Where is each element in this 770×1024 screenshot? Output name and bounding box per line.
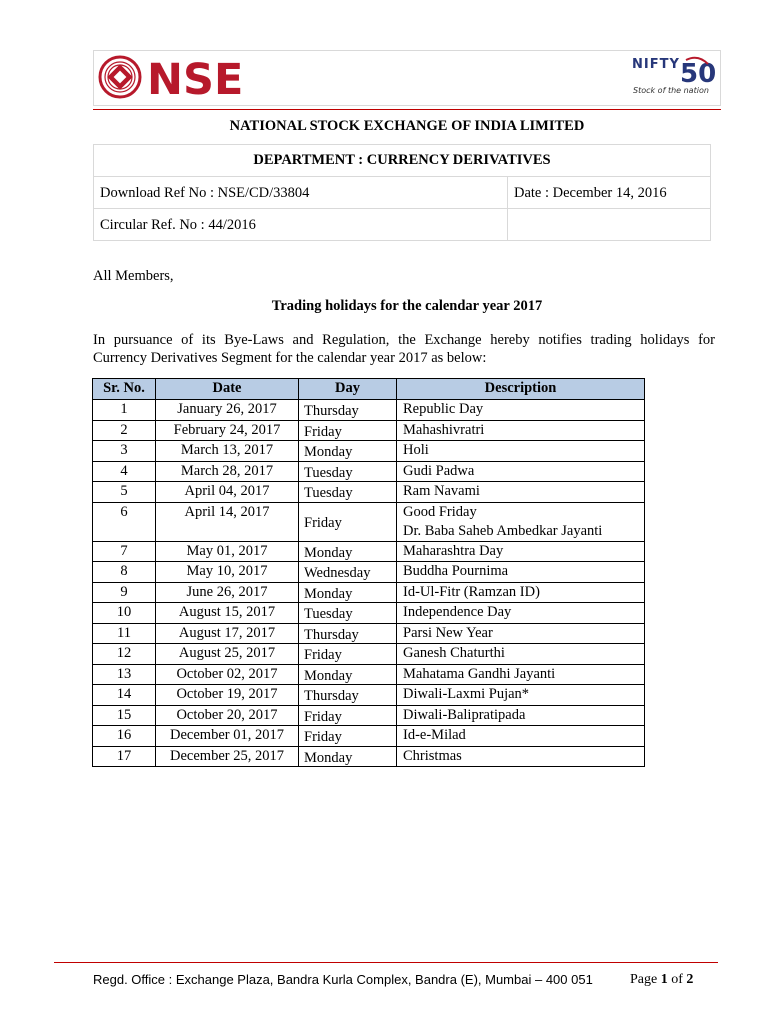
table-row xyxy=(93,562,645,583)
cell-description xyxy=(397,603,645,624)
cell-day xyxy=(299,685,397,706)
cell-day xyxy=(299,502,397,541)
cell-date-text: December 25, 2017 xyxy=(170,747,284,764)
cell-day-text: Wednesday xyxy=(304,565,371,581)
table-row xyxy=(93,746,645,767)
cell-date-text: October 19, 2017 xyxy=(176,686,278,702)
cell-date xyxy=(156,705,299,726)
cell-description-text: Ram Navami xyxy=(403,483,480,499)
cell-day-text: Friday xyxy=(304,423,342,440)
cell-sr-no-text: 5 xyxy=(120,483,128,499)
circular-date: Date : December 14, 2016 xyxy=(514,185,667,201)
circular-ref: Circular Ref. No : 44/2016 xyxy=(100,217,256,233)
table-row xyxy=(93,461,645,482)
table-row xyxy=(93,664,645,685)
cell-description-text: Parsi New Year xyxy=(403,624,493,641)
table-row xyxy=(93,685,645,706)
cell-date-text: May 10, 2017 xyxy=(186,563,268,579)
cell-day-text: Friday xyxy=(304,708,342,725)
cell-description-text: Gudi Padwa xyxy=(403,462,475,479)
cell-date xyxy=(156,461,299,482)
cell-day-text: Friday xyxy=(304,729,342,745)
intro-paragraph-line: In pursuance of its Bye-Laws and Regulation, the Exchange hereby notifies trading holidays for xyxy=(93,332,715,348)
cell-description-text: Diwali-Laxmi Pujan* xyxy=(403,686,530,702)
cell-day xyxy=(299,420,397,441)
cell-day-text: Tuesday xyxy=(304,464,353,481)
cell-sr-no xyxy=(93,582,156,603)
cell-day-text: Friday xyxy=(304,647,342,663)
cell-day xyxy=(299,603,397,624)
cell-description-text: Christmas xyxy=(403,747,462,764)
table-row xyxy=(93,726,645,747)
cell-day-text: Thursday xyxy=(304,626,359,643)
cell-sr-no-text: 2 xyxy=(120,421,128,438)
cell-date xyxy=(156,562,299,583)
cell-sr-no xyxy=(93,726,156,747)
table-row xyxy=(93,603,645,624)
cell-date xyxy=(156,603,299,624)
cell-day xyxy=(299,562,397,583)
registered-office-address: Regd. Office : Exchange Plaza, Bandra Kurla Complex, Bandra (E), Mumbai – 400 051 xyxy=(93,972,593,987)
intro-paragraph-line: Currency Derivatives Segment for the calendar year 2017 as below: xyxy=(93,350,487,366)
cell-date xyxy=(156,420,299,441)
cell-day-text: Thursday xyxy=(304,403,359,419)
cell-description xyxy=(397,644,645,665)
info-column-divider xyxy=(507,176,508,241)
table-row xyxy=(93,482,645,503)
cell-description-text: Dr. Baba Saheb Ambedkar Jayanti xyxy=(403,522,603,539)
column-header-date: Date xyxy=(156,379,299,400)
cell-date-text: October 20, 2017 xyxy=(176,706,278,723)
cell-sr-no-text: 12 xyxy=(116,645,132,661)
page-total: 2 xyxy=(686,972,694,987)
info-divider xyxy=(93,208,711,209)
cell-description xyxy=(397,420,645,441)
cell-date-text: December 01, 2017 xyxy=(170,727,284,743)
cell-description-text: Diwali-Balipratipada xyxy=(403,706,526,723)
cell-description-text: Mahatama Gandhi Jayanti xyxy=(403,665,556,682)
cell-day-text: Thursday xyxy=(304,688,359,704)
cell-date xyxy=(156,726,299,747)
cell-date-text: February 24, 2017 xyxy=(173,421,281,438)
nse-logo-text: NSE xyxy=(147,55,243,100)
cell-date-text: April 04, 2017 xyxy=(184,483,270,499)
cell-description xyxy=(397,541,645,562)
department-title: DEPARTMENT : CURRENCY DERIVATIVES xyxy=(253,152,551,168)
cell-day-text: Monday xyxy=(304,444,353,460)
cell-sr-no xyxy=(93,441,156,462)
cell-description-text: Independence Day xyxy=(403,604,512,620)
header-divider xyxy=(93,109,721,110)
cell-description xyxy=(397,461,645,482)
cell-sr-no-text: 7 xyxy=(120,542,128,559)
cell-date xyxy=(156,746,299,767)
cell-description-text: Id-e-Milad xyxy=(403,727,466,743)
cell-day-text: Tuesday xyxy=(304,485,353,501)
cell-sr-no xyxy=(93,562,156,583)
cell-sr-no xyxy=(93,705,156,726)
cell-sr-no-text: 17 xyxy=(116,747,132,764)
cell-date-text: October 02, 2017 xyxy=(176,665,278,682)
cell-sr-no-text: 9 xyxy=(120,583,128,600)
table-row xyxy=(93,623,645,644)
cell-sr-no xyxy=(93,502,156,541)
organization-title: NATIONAL STOCK EXCHANGE OF INDIA LIMITED xyxy=(229,118,585,134)
cell-description xyxy=(397,664,645,685)
cell-date xyxy=(156,541,299,562)
cell-day-text: Tuesday xyxy=(304,606,353,622)
nifty-tagline: Stock of the nation xyxy=(633,86,709,95)
cell-date-text: March 28, 2017 xyxy=(180,462,274,479)
cell-description xyxy=(397,441,645,462)
cell-day xyxy=(299,441,397,462)
cell-day xyxy=(299,705,397,726)
table-row xyxy=(93,644,645,665)
cell-sr-no xyxy=(93,664,156,685)
cell-day xyxy=(299,644,397,665)
cell-date-text: May 01, 2017 xyxy=(186,542,268,559)
cell-description-text: Holi xyxy=(403,442,429,458)
greeting: All Members, xyxy=(93,268,174,284)
cell-description xyxy=(397,502,645,541)
cell-day xyxy=(299,623,397,644)
cell-sr-no xyxy=(93,420,156,441)
cell-sr-no xyxy=(93,541,156,562)
cell-description xyxy=(397,582,645,603)
cell-date xyxy=(156,400,299,421)
cell-sr-no-text: 3 xyxy=(120,442,128,458)
cell-description xyxy=(397,705,645,726)
column-header-sr-no: Sr. No. xyxy=(93,379,156,400)
cell-description-text: Ganesh Chaturthi xyxy=(403,645,505,661)
cell-description xyxy=(397,726,645,747)
cell-date-text: August 17, 2017 xyxy=(178,624,276,641)
cell-date xyxy=(156,502,299,541)
cell-description xyxy=(397,746,645,767)
cell-sr-no xyxy=(93,746,156,767)
cell-description xyxy=(397,400,645,421)
subject-heading: Trading holidays for the calendar year 2017 xyxy=(271,298,543,314)
cell-sr-no-text: 14 xyxy=(116,686,132,702)
column-header-description: Description xyxy=(397,379,645,400)
cell-sr-no-text: 10 xyxy=(116,604,132,620)
cell-date xyxy=(156,482,299,503)
footer-divider xyxy=(54,962,718,963)
cell-description-text: Republic Day xyxy=(403,401,484,417)
cell-day xyxy=(299,541,397,562)
cell-day xyxy=(299,746,397,767)
cell-description-text: Good Friday xyxy=(403,503,477,520)
cell-day xyxy=(299,461,397,482)
table-row xyxy=(93,541,645,562)
info-divider xyxy=(93,176,711,177)
cell-day-text: Monday xyxy=(304,749,353,766)
cell-sr-no xyxy=(93,482,156,503)
cell-day xyxy=(299,582,397,603)
cell-date xyxy=(156,685,299,706)
cell-description-text: Maharashtra Day xyxy=(403,542,504,559)
cell-date-text: April 14, 2017 xyxy=(184,503,270,520)
cell-date-text: August 15, 2017 xyxy=(178,604,276,620)
cell-sr-no-text: 15 xyxy=(116,706,132,723)
cell-date xyxy=(156,441,299,462)
cell-sr-no-text: 6 xyxy=(120,503,128,520)
table-row xyxy=(93,441,645,462)
table-row xyxy=(93,400,645,421)
cell-date xyxy=(156,623,299,644)
cell-sr-no xyxy=(93,644,156,665)
cell-date-text: March 13, 2017 xyxy=(180,442,274,458)
cell-day-text: Monday xyxy=(304,667,353,684)
cell-day-text: Monday xyxy=(304,585,353,602)
table-header-row xyxy=(93,379,645,400)
cell-description xyxy=(397,562,645,583)
cell-day xyxy=(299,726,397,747)
cell-sr-no xyxy=(93,400,156,421)
cell-date xyxy=(156,582,299,603)
cell-date xyxy=(156,644,299,665)
table-row xyxy=(93,420,645,441)
holiday-table xyxy=(92,378,645,767)
download-ref: Download Ref No : NSE/CD/33804 xyxy=(100,185,310,201)
cell-description xyxy=(397,482,645,503)
cell-sr-no-text: 11 xyxy=(117,624,131,641)
cell-sr-no-text: 1 xyxy=(120,401,128,417)
page-number xyxy=(630,972,693,988)
page-prefix: Page xyxy=(630,972,661,987)
cell-sr-no-text: 4 xyxy=(120,462,128,479)
column-header-day: Day xyxy=(299,379,397,400)
cell-date xyxy=(156,664,299,685)
cell-date-text: January 26, 2017 xyxy=(177,401,277,417)
cell-sr-no-text: 8 xyxy=(120,563,128,579)
table-row xyxy=(93,705,645,726)
cell-sr-no xyxy=(93,603,156,624)
cell-sr-no xyxy=(93,685,156,706)
cell-description-text: Id-Ul-Fitr (Ramzan ID) xyxy=(403,583,540,600)
cell-description xyxy=(397,685,645,706)
cell-sr-no-text: 16 xyxy=(116,727,132,743)
table-row xyxy=(93,502,645,541)
nse-logo xyxy=(97,54,243,100)
page-current: 1 xyxy=(660,972,668,987)
page-of: of xyxy=(667,972,687,987)
cell-day-text: Monday xyxy=(304,544,353,561)
table-row xyxy=(93,582,645,603)
nifty-logo-number: 50 xyxy=(680,59,717,89)
cell-day xyxy=(299,664,397,685)
cell-sr-no xyxy=(93,623,156,644)
cell-description-text: Buddha Pournima xyxy=(403,563,509,579)
cell-sr-no xyxy=(93,461,156,482)
cell-day-text: Friday xyxy=(304,515,342,531)
nifty-logo-text: NIFTY xyxy=(632,57,680,72)
cell-description-text: Mahashivratri xyxy=(403,421,485,438)
cell-sr-no-text: 13 xyxy=(116,665,132,682)
cell-description xyxy=(397,623,645,644)
table-body xyxy=(93,400,645,767)
cell-date-text: August 25, 2017 xyxy=(178,645,276,661)
cell-day xyxy=(299,482,397,503)
cell-date-text: June 26, 2017 xyxy=(186,583,268,600)
cell-day xyxy=(299,400,397,421)
